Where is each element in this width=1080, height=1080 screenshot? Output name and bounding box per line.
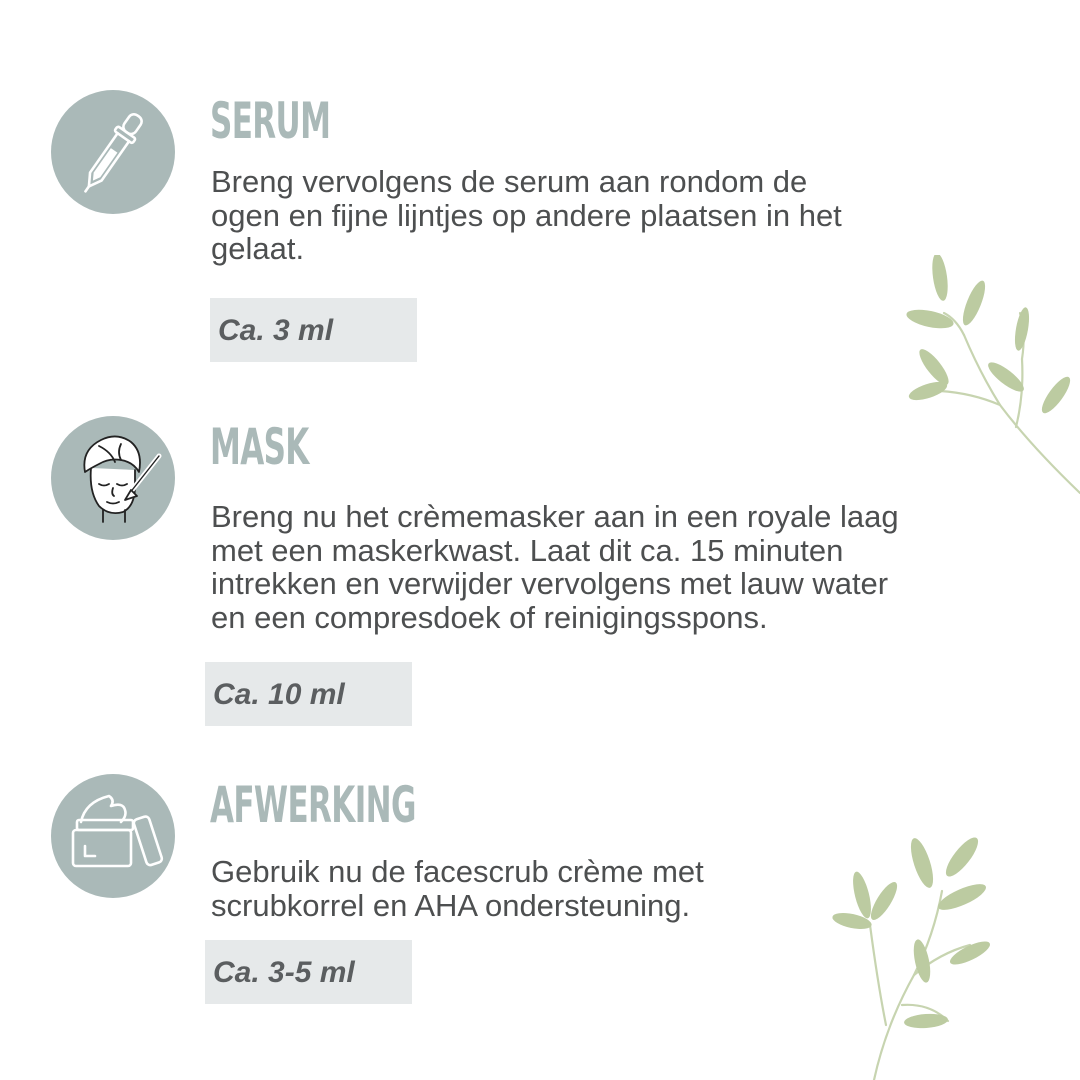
leaf-branch-icon	[830, 835, 1000, 1080]
amount-badge	[210, 298, 417, 362]
amount-label: Ca. 10 ml	[213, 678, 345, 711]
amount-label: Ca. 3 ml	[218, 314, 334, 347]
description-line: Gebruik nu de facescrub crème met	[211, 854, 704, 889]
step-title: MASK	[210, 418, 309, 476]
step-description	[211, 500, 899, 634]
description-line: intrekken en verwijder vervolgens met lauw water	[211, 566, 889, 601]
dropper-icon	[51, 90, 175, 214]
step-title: AFWERKING	[210, 776, 416, 834]
amount-label: Ca. 3-5 ml	[213, 956, 355, 989]
step-description	[211, 165, 842, 266]
description-line: en een compresdoek of reinigingsspons.	[211, 599, 768, 635]
cream-jar-icon	[51, 774, 175, 898]
step-description	[211, 855, 704, 922]
amount-badge	[205, 940, 412, 1004]
leaf-branch-icon	[900, 255, 1080, 500]
step-title: SERUM	[210, 92, 331, 150]
description-line: gelaat.	[211, 231, 305, 266]
description-line: Breng vervolgens de serum aan rondom de	[211, 164, 808, 199]
face-mask-brush-icon	[51, 416, 175, 540]
description-line: Breng nu het crèmemasker aan in een royale laag	[211, 499, 899, 534]
description-line: met een maskerkwast. Laat dit ca. 15 minuten	[211, 532, 844, 568]
description-line: ogen en fijne lijntjes op andere plaatsen in het	[211, 197, 842, 233]
amount-badge	[205, 662, 412, 726]
description-line: scrubkorrel en AHA ondersteuning.	[211, 887, 691, 923]
